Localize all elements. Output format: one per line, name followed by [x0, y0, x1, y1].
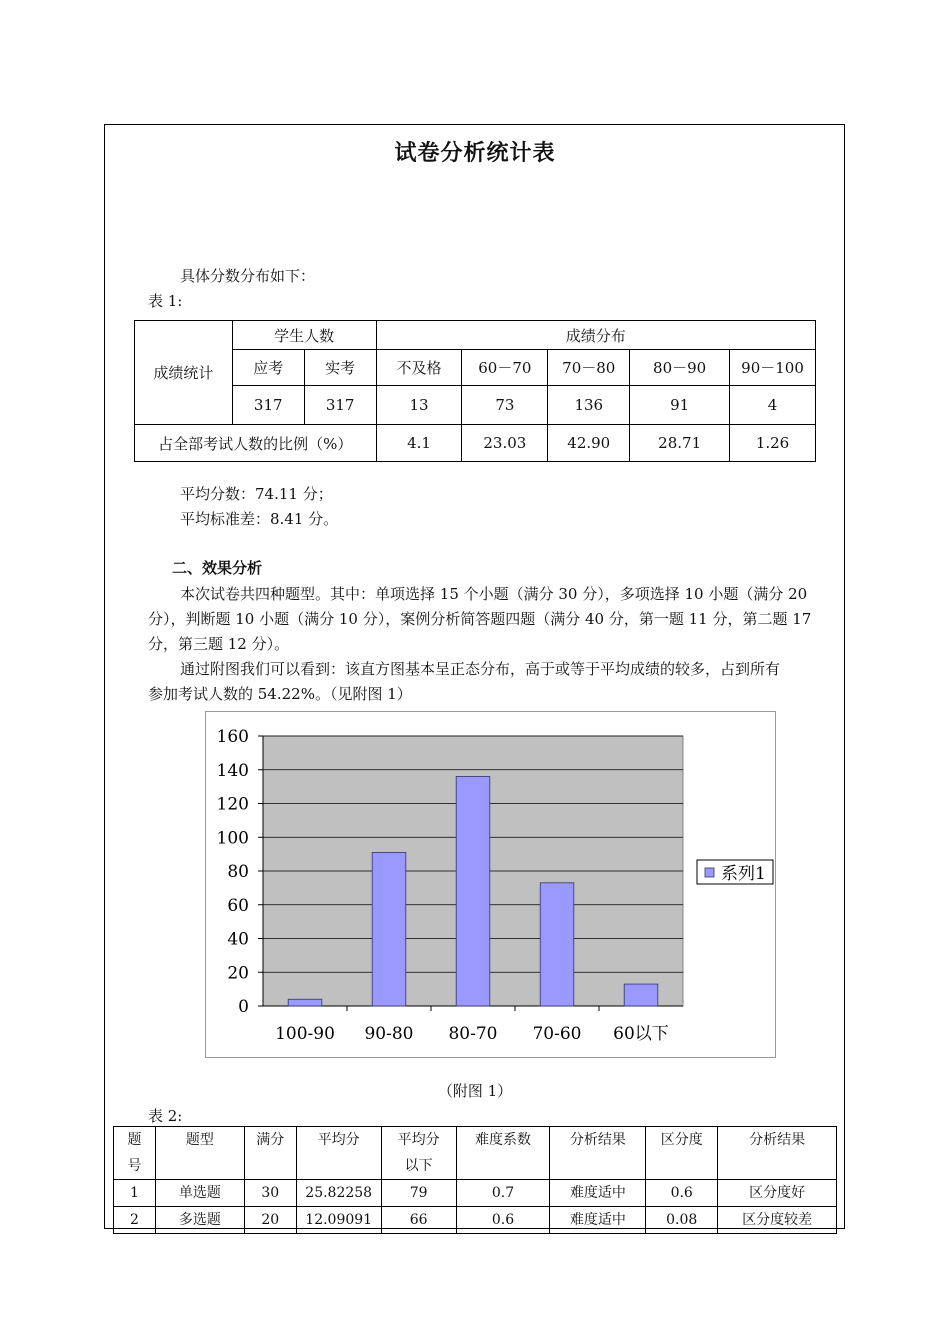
count-cell: 317 — [232, 386, 304, 425]
bar — [624, 984, 658, 1006]
bar — [456, 777, 490, 1007]
bar — [372, 852, 406, 1006]
y-tick-label: 100 — [216, 828, 249, 849]
average-score: 平均分数：74.11 分； — [180, 485, 333, 503]
table-cell: 2 — [114, 1207, 156, 1234]
table-cell: 区分度较差 — [718, 1207, 837, 1234]
row-header-score-stats: 成绩统计 — [135, 321, 233, 425]
header-cell: 难度系数 — [456, 1127, 550, 1180]
sub-header: 应考 — [232, 350, 304, 386]
y-tick-label: 120 — [216, 794, 249, 815]
average-std: 平均标准差：8.41 分。 — [180, 510, 339, 528]
legend-swatch — [705, 868, 714, 877]
intro-text: 具体分数分布如下： — [180, 267, 316, 285]
sub-header: 90－100 — [730, 350, 816, 386]
header-cell: 题号 — [114, 1127, 156, 1180]
table-cell: 0.6 — [456, 1207, 550, 1234]
count-cell: 73 — [462, 386, 548, 425]
ratio-cell: 28.71 — [630, 425, 730, 462]
table-cell: 79 — [381, 1180, 456, 1207]
count-cell: 91 — [630, 386, 730, 425]
paragraph-line: 通过附图我们可以看到：该直方图基本呈正态分布，高于或等于平均成绩的较多，占到所有 — [180, 660, 781, 678]
sub-header: 不及格 — [376, 350, 462, 386]
y-tick-label: 140 — [216, 760, 249, 781]
paragraph-line: 分，第三题 12 分）。 — [148, 635, 290, 653]
sub-header: 实考 — [304, 350, 376, 386]
header-cell: 分析结果 — [718, 1127, 837, 1180]
sub-header: 70－80 — [548, 350, 630, 386]
ratio-cell: 4.1 — [376, 425, 462, 462]
score-distribution-table — [134, 320, 816, 462]
bar — [288, 999, 322, 1006]
header-cell: 题型 — [155, 1127, 244, 1180]
count-cell: 317 — [304, 386, 376, 425]
x-tick-label: 70-60 — [532, 1024, 582, 1044]
x-tick-label: 60以下 — [613, 1024, 669, 1044]
table-cell: 多选题 — [155, 1207, 244, 1234]
x-tick-label: 80-70 — [448, 1024, 498, 1044]
distribution-header: 成绩分布 — [376, 321, 815, 350]
y-tick-label: 20 — [227, 963, 249, 984]
table2-label: 表 2: — [148, 1107, 183, 1125]
y-tick-label: 0 — [238, 997, 249, 1017]
y-tick-label: 160 — [216, 727, 249, 747]
table-cell: 0.08 — [646, 1207, 718, 1234]
header-cell: 分析结果 — [550, 1127, 646, 1180]
count-cell: 13 — [376, 386, 462, 425]
chart-container — [205, 711, 776, 1058]
table-cell: 难度适中 — [550, 1207, 646, 1234]
count-cell: 4 — [730, 386, 816, 425]
header-cell: 区分度 — [646, 1127, 718, 1180]
sub-header: 80－90 — [630, 350, 730, 386]
legend-label: 系列1 — [721, 864, 766, 884]
table-cell: 12.09091 — [296, 1207, 381, 1234]
table-cell: 0.6 — [646, 1180, 718, 1207]
table-cell: 30 — [244, 1180, 296, 1207]
sub-header: 60－70 — [462, 350, 548, 386]
page-title: 试卷分析统计表 — [394, 141, 556, 166]
header-cell: 平均分 — [296, 1127, 381, 1180]
ratio-cell: 23.03 — [462, 425, 548, 462]
section-title: 二、效果分析 — [172, 559, 263, 577]
y-tick-label: 60 — [227, 895, 249, 916]
table-cell: 25.82258 — [296, 1180, 381, 1207]
x-tick-label: 90-80 — [364, 1024, 414, 1044]
table-cell: 单选题 — [155, 1180, 244, 1207]
paragraph-line: 参加考试人数的 54.22%。（见附图 1） — [148, 685, 412, 703]
count-cell: 136 — [548, 386, 630, 425]
ratio-label: 占全部考试人数的比例（%） — [135, 425, 377, 462]
table-cell: 20 — [244, 1207, 296, 1234]
x-tick-label: 100-90 — [275, 1024, 335, 1044]
table-cell: 难度适中 — [550, 1180, 646, 1207]
students-header: 学生人数 — [232, 321, 376, 350]
bar-chart — [206, 712, 775, 1057]
y-tick-label: 80 — [227, 862, 249, 882]
table-cell: 0.7 — [456, 1180, 550, 1207]
table-cell: 区分度好 — [718, 1180, 837, 1207]
y-tick-label: 40 — [227, 929, 249, 950]
table-cell: 1 — [114, 1180, 156, 1207]
bar — [540, 883, 574, 1006]
header-cell: 平均分以下 — [381, 1127, 456, 1180]
figure-caption: （附图 1） — [437, 1082, 513, 1100]
header-cell: 满分 — [244, 1127, 296, 1180]
question-analysis-table — [113, 1126, 837, 1234]
table-cell: 66 — [381, 1207, 456, 1234]
ratio-cell: 42.90 — [548, 425, 630, 462]
ratio-cell: 1.26 — [730, 425, 816, 462]
paragraph-line: 本次试卷共四种题型。其中：单项选择 15 个小题（满分 30 分），多项选择 10 小题（满分 20 — [180, 585, 808, 603]
table1-label: 表 1: — [148, 292, 183, 310]
paragraph-line: 分），判断题 10 小题（满分 10 分），案例分析简答题四题（满分 40 分，第一题 11 分，第二题 17 — [148, 610, 812, 628]
